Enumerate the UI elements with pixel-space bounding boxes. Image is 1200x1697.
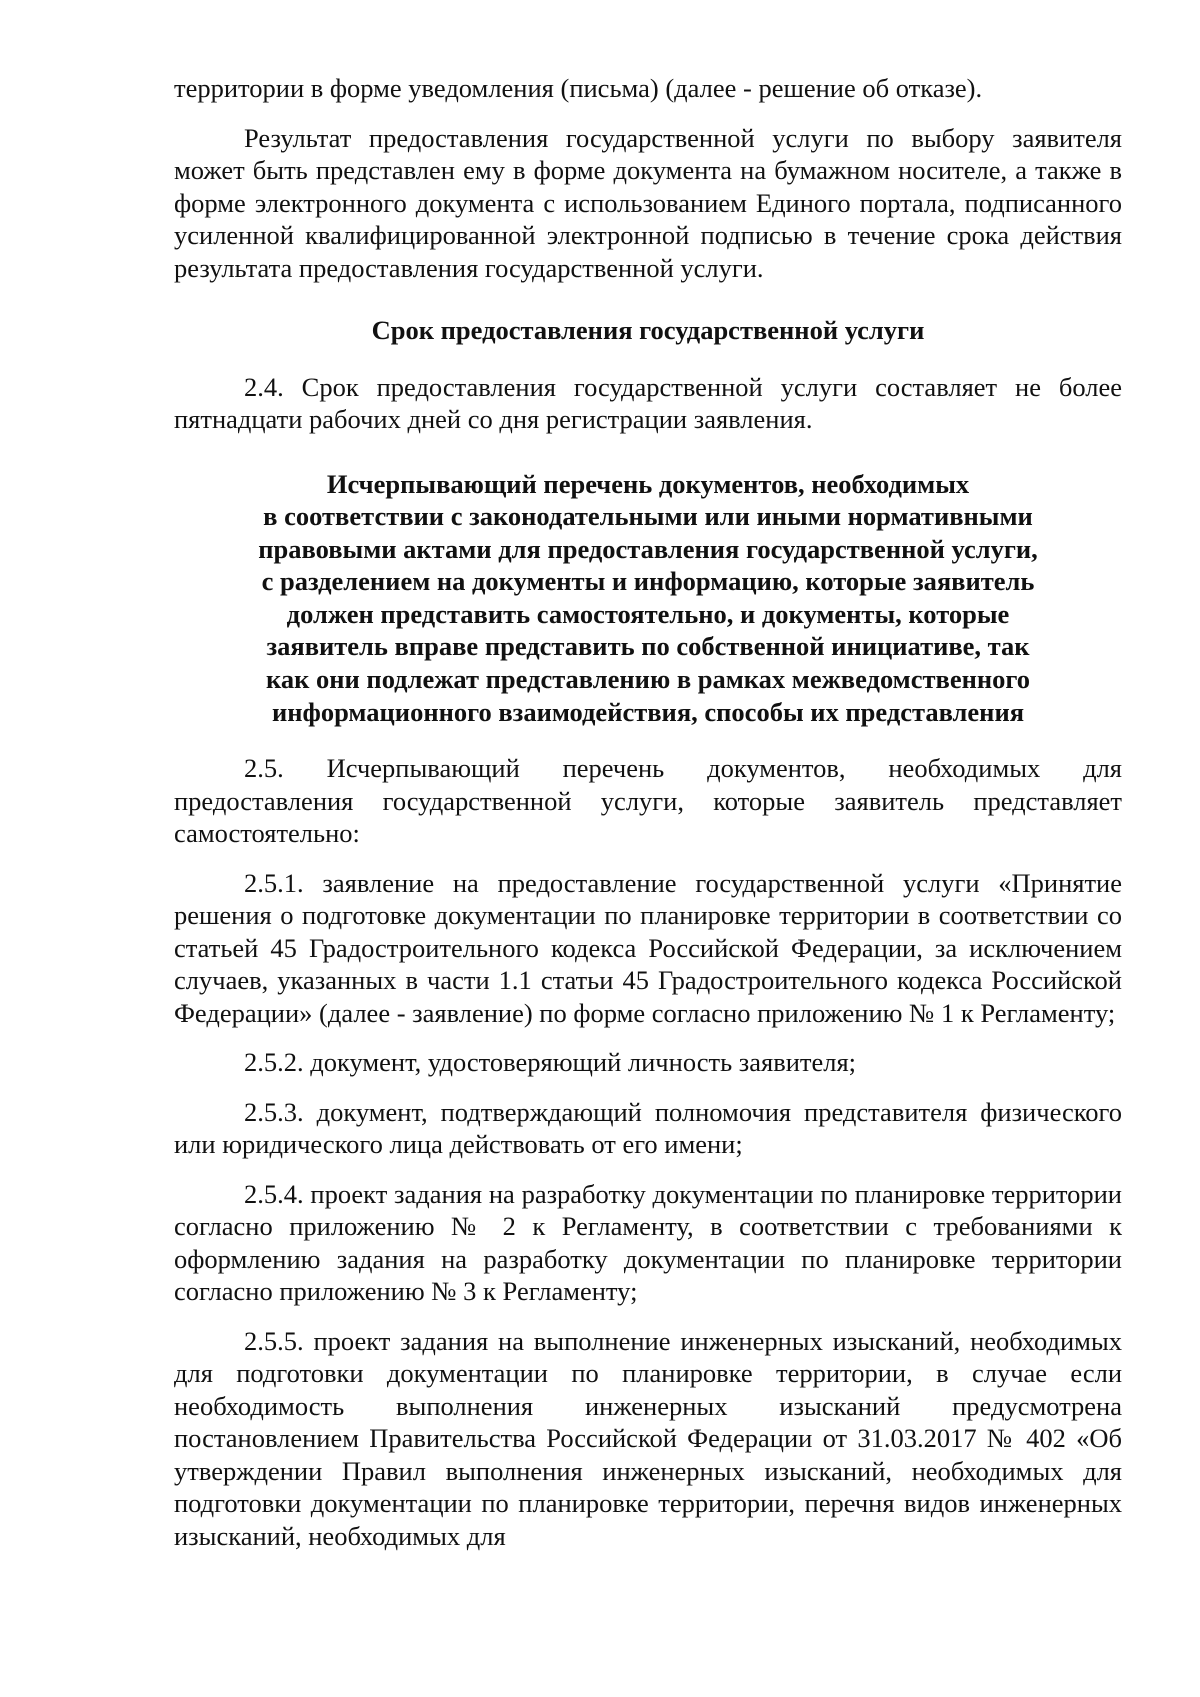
heading-line: как они подлежат представлению в рамках межведомственного — [266, 664, 1030, 695]
heading-documents-list — [174, 468, 1122, 729]
heading-service-term: Срок предоставления государственной услуги — [371, 315, 925, 345]
paragraph-2-5-5: 2.5.5. проект задания на выполнение инженерных изысканий, необходимых для подготовки документации по планировке территории, в случае если необходимость выполнения инженерных изысканий предусмотрена постановлением Правительства Российской Федерации от 31.03.2017 № 402 «Об утверждении Правил выполнения инженерных изысканий, необходимых для подготовки документации по планировке территории, перечня видов инженерных изысканий, необходимых для — [174, 1325, 1122, 1551]
heading-line: правовыми актами для предоставления государственной услуги, — [258, 533, 1038, 564]
heading-line: заявитель вправе представить по собственной инициативе, так — [266, 631, 1030, 662]
heading-line: в соответствии с законодательными или иными нормативными — [263, 501, 1033, 532]
paragraph-2-4: 2.4. Срок предоставления государственной услуги составляет не более пятнадцати рабочих дней со дня регистрации заявления. — [174, 371, 1122, 434]
heading-line: с разделением на документы и информацию, которые заявитель — [261, 566, 1035, 597]
heading-line: информационного взаимодействия, способы их представления — [271, 696, 1025, 727]
paragraph-2-5-2: 2.5.2. документ, удостоверяющий личность заявителя; — [244, 1047, 857, 1078]
paragraph-2-5-4: 2.5.4. проект задания на разработку документации по планировке территории согласно приложению № 2 к Регламенту, в соответствии с требованиями к оформлению задания на разработку документации по планировке территории согласно приложению № 3 к Регламенту; — [174, 1178, 1122, 1307]
document-body — [174, 72, 1122, 1552]
paragraph-refusal-continuation: территории в форме уведомления (письма) (далее - решение об отказе). — [174, 73, 983, 103]
heading-line: должен представить самостоятельно, и документы, которые — [286, 598, 1010, 629]
paragraph-2-5-1: 2.5.1. заявление на предоставление государственной услуги «Принятие решения о подготовке документации по планировке территории в соответствии со статьей 45 Градостроительного кодекса Российской Федерации, за исключением случаев, указанных в части 1.1 статьи 45 Градостроительного кодекса Российской Федерации» (далее - заявление) по форме согласно приложению № 1 к Регламенту; — [174, 867, 1122, 1028]
heading-line: Исчерпывающий перечень документов, необходимых — [326, 468, 970, 499]
paragraph-2-5: 2.5. Исчерпывающий перечень документов, необходимых для предоставления государственной услуги, которые заявитель представляет самостоятельно: — [174, 753, 1122, 849]
paragraph-2-5-3: 2.5.3. документ, подтверждающий полномочия представителя физического или юридического лица действовать от его имени; — [174, 1096, 1122, 1160]
paragraph-service-result: Результат предоставления государственной услуги по выбору заявителя может быть представлен ему в форме документа на бумажном носителе, а также в форме электронного документа с использованием Единого портала, подписанного усиленной квалифицированной электронной подписью в течение срока действия результата предоставления государственной услуги. — [174, 122, 1122, 283]
